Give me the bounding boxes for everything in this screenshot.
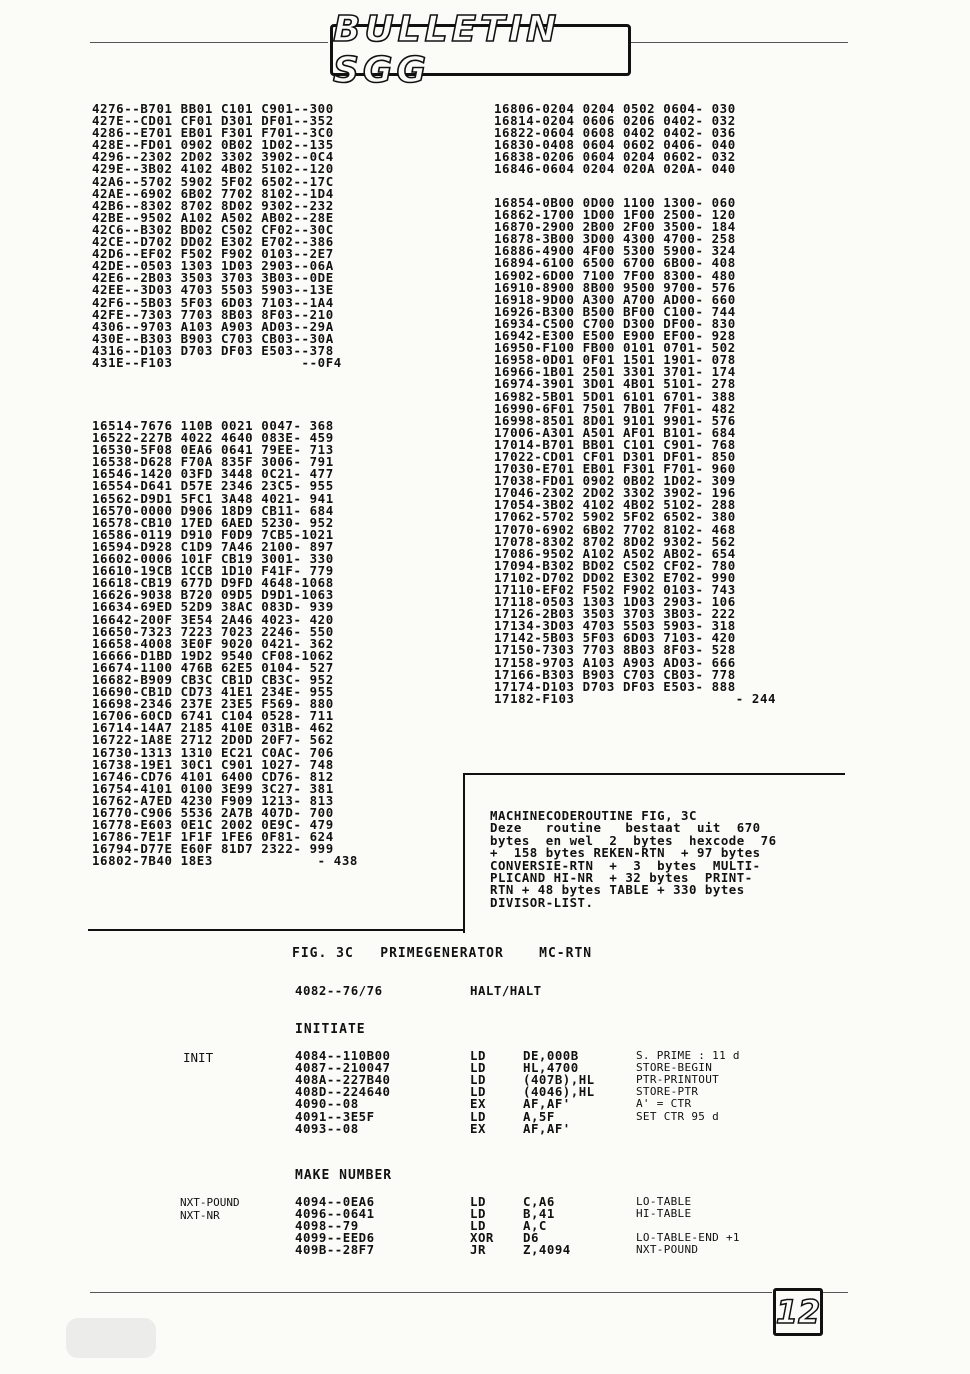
listing-opcode: LD (470, 1084, 486, 1100)
hex-line: 16854-0B00 0D00 1100 1300- 060 (494, 195, 736, 210)
listing-comment: SET CTR 95 d (636, 1109, 720, 1123)
hex-dump-right-bottom (494, 197, 776, 705)
hex-line: 17070-6902 6B02 7702 8102- 468 (494, 521, 736, 537)
hex-line: 17006-A301 A501 AF01 B101- 684 (494, 424, 736, 440)
hex-line: 16942-E300 E500 E900 EF00- 928 (494, 328, 736, 344)
hex-line: 16690-CB1D CD73 41E1 234E- 955 (92, 684, 334, 700)
hex-line: 17078-8302 8702 8D02 9302- 562 (494, 533, 736, 549)
hex-line: 17166-B303 B903 C703 CB03- 778 (494, 666, 736, 682)
header-rule-right (628, 42, 848, 43)
listing-operand: AF,AF' (523, 1096, 571, 1112)
hex-line: 428E--FD01 0902 0B02 1D02--135 (92, 137, 334, 153)
hex-line: 16830-0408 0604 0602 0406- 040 (494, 137, 736, 153)
hex-line: 42CE--D702 DD02 E302 E702--386 (92, 234, 334, 250)
listing-operand: Z,4094 (523, 1242, 571, 1258)
hex-line: 16706-60CD 6741 C104 0528- 711 (92, 708, 334, 724)
hex-line: 16982-5B01 5D01 6101 6701- 388 (494, 388, 736, 404)
hex-line: 16974-3901 3D01 4B01 5101- 278 (494, 376, 736, 392)
figure-title: FIG. 3C PRIMEGENERATOR MC-RTN (292, 946, 593, 961)
hex-line: 17126-2B03 3503 3703 3B03- 222 (494, 606, 736, 622)
listing-address: 4090--08 (295, 1096, 359, 1112)
listing-opcode: XOR (470, 1230, 494, 1246)
description-line: PLICAND HI-NR + 32 bytes PRINT- (490, 870, 753, 886)
hex-line: 17022-CD01 CF01 D301 DF01- 850 (494, 448, 736, 464)
scan-blot (66, 1318, 156, 1358)
hex-line: 17134-3D03 4703 5503 5903- 318 (494, 618, 736, 634)
listing-address: 408D--224640 (295, 1084, 391, 1100)
listing-opcode: EX (470, 1120, 486, 1136)
hex-line: 430E--B303 B903 C703 CB03--30A (92, 330, 334, 346)
label-init: INIT (183, 1050, 214, 1065)
hex-line: 16998-8501 8D01 9101 9901- 576 (494, 412, 736, 428)
hex-line: 16594-D928 C1D9 7A46 2100- 897 (92, 538, 334, 554)
listing-comment: LO-TABLE (636, 1195, 692, 1208)
hex-line: 16554-D641 D57E 2346 23C5- 955 (92, 478, 334, 494)
hex-line: 17054-3B02 4102 4B02 5102- 288 (494, 497, 736, 513)
listing-address: 409B--28F7 (295, 1242, 375, 1258)
listing-opcode: EX (470, 1096, 486, 1112)
footer-rule (90, 1292, 772, 1293)
hex-line: 17142-5B03 5F03 6D03 7103- 420 (494, 630, 736, 646)
hex-line: 16838-0206 0604 0204 0602- 032 (494, 149, 736, 165)
listing-opcode: LD (470, 1194, 486, 1209)
hex-line: 17158-9703 A103 A903 AD03- 666 (494, 654, 736, 670)
listing-opcode: LD (470, 1108, 486, 1124)
hex-line: 42A6--5702 5902 5F02 6502--17C (92, 173, 334, 189)
hex-line: 16650-7323 7223 7023 2246- 550 (92, 623, 334, 639)
listing-address: 4098--79 (295, 1218, 359, 1234)
halt-mnemonic: HALT/HALT (470, 983, 542, 998)
footer-rule-right (820, 1292, 848, 1293)
hex-line: 42FE--7303 7703 8B03 8F03--210 (92, 306, 334, 322)
hex-line: 42DE--0503 1303 1D03 2903--06A (92, 258, 334, 274)
description-line: Deze routine bestaat uit 670 (490, 820, 761, 836)
hex-line: 17086-9502 A102 A502 AB02- 654 (494, 545, 736, 561)
listing-address: 4087--210047 (295, 1060, 391, 1076)
hex-line: 17094-B302 BD02 C502 CF02- 780 (494, 557, 736, 573)
listing-comment: LO-TABLE-END +1 (636, 1231, 740, 1245)
listing-opcode: LD (470, 1218, 486, 1234)
hex-line: 4286--E701 EB01 F301 F701--3C0 (92, 125, 334, 141)
listing-operand: (407B),HL (523, 1072, 595, 1088)
hex-line: 16966-1B01 2501 3301 3701- 174 (494, 364, 736, 380)
hex-dump-left-bottom (92, 420, 358, 867)
hex-line: 16786-7E1F 1F1F 1FE6 0F81- 624 (92, 829, 334, 845)
hex-line: 16870-2900 2B00 2F00 3500- 184 (494, 219, 736, 235)
hex-line: 42EE--3D03 4703 5503 5903--13E (92, 282, 334, 298)
hex-line: 16902-6D00 7100 7F00 8300- 480 (494, 267, 736, 283)
hex-line: 42D6--EF02 F502 F902 0103--2E7 (92, 246, 334, 262)
hex-line: 16714-14A7 2185 410E 031B- 462 (92, 720, 334, 736)
listing-address: 4094--0EA6 (295, 1194, 375, 1209)
listing-address: 4099--EED6 (295, 1230, 375, 1246)
listing-opcode: LD (470, 1072, 486, 1088)
hex-line: 16658-4008 3E0F 9020 0421- 362 (92, 635, 334, 651)
hex-line: 4276--B701 BB01 C101 C901--300 (92, 101, 334, 116)
label-nxt-nr: NXT-NR (180, 1209, 220, 1222)
hex-line: 16634-69ED 52D9 38AC 083D- 939 (92, 599, 334, 615)
listing-comment: NXT-POUND (636, 1243, 699, 1257)
hex-line: 16538-D628 F70A 835F 3006- 791 (92, 454, 334, 470)
hex-line: 17110-EF02 F502 F902 0103- 743 (494, 582, 736, 597)
hex-line: 16806-0204 0204 0502 0604- 030 (494, 101, 736, 116)
page-number: 12 (773, 1288, 823, 1336)
hex-line: 16762-A7ED 4230 F909 1213- 813 (92, 792, 334, 808)
hex-line: 16546-1420 03FD 3448 0C21- 477 (92, 466, 334, 482)
listing-address: 4084--110B00 (295, 1048, 391, 1063)
hex-line: 42F6--5B03 5F03 6D03 7103--1A4 (92, 294, 334, 310)
description-text (490, 810, 850, 909)
hex-line: 4296--2302 2D02 3302 3902--0C4 (92, 149, 334, 165)
listing-address: 408A--227B40 (295, 1072, 391, 1088)
hex-line: 16878-3B00 3D00 4300 4700- 258 (494, 231, 736, 247)
hex-line: 42E6--2B03 3503 3703 3B03--0DE (92, 270, 334, 286)
hex-line: 16514-7676 110B 0021 0047- 368 (92, 418, 334, 433)
hex-line: 16778-E603 0E1C 2002 0E9C- 479 (92, 817, 334, 833)
description-box-bottom-rule (88, 929, 465, 931)
hex-line: 16666-D1BD 19D2 9540 CF08-1062 (92, 647, 334, 663)
hex-line: 429E--3B02 4102 4B02 5102--120 (92, 161, 334, 177)
listing-comment: PTR-PRINTOUT (636, 1073, 720, 1087)
hex-line: 16578-CB10 17ED 6AED 5230- 952 (92, 514, 334, 530)
listing-opcode: LD (470, 1060, 486, 1076)
description-line: RTN + 48 bytes TABLE + 330 bytes (490, 882, 745, 898)
listing-address: 4091--3E5F (295, 1108, 375, 1124)
hex-line: 42B6--8302 8702 8D02 9302--232 (92, 197, 334, 213)
listing-opcode: LD (470, 1206, 486, 1222)
listing-opcode: JR (470, 1242, 486, 1258)
hex-line: 16722-1A8E 2712 2D0D 20F7- 562 (92, 732, 334, 748)
description-line: CONVERSIE-RTN + 3 bytes MULTI- (490, 857, 761, 873)
hex-line: 16950-F100 FB00 0101 0701- 502 (494, 340, 736, 356)
hex-line: 16674-1100 476B 62E5 0104- 527 (92, 659, 334, 675)
hex-line: 17030-E701 EB01 F301 F701- 960 (494, 461, 736, 477)
listing-operand: A,C (523, 1218, 547, 1234)
hex-line: 16770-C906 5536 2A7B 407D- 700 (92, 805, 334, 820)
hex-line: 16862-1700 1D00 1F00 2500- 120 (494, 207, 736, 223)
hex-dump-left-top (92, 103, 342, 369)
masthead-title: BULLETIN SGG (330, 24, 631, 76)
hex-line: 16822-0604 0608 0402 0402- 036 (494, 125, 736, 141)
description-line: bytes en wel 2 bytes hexcode 76 (490, 832, 777, 848)
listing-operand: A,5F (523, 1108, 555, 1124)
hex-line: 17062-5702 5902 5F02 6502- 380 (494, 509, 736, 525)
halt-address: 4082--76/76 (295, 983, 383, 998)
description-line: + 158 bytes REKEN-RTN + 97 bytes (490, 845, 761, 861)
hex-line: 16958-0D01 0F01 1501 1901- 078 (494, 352, 736, 368)
hex-line: 17182-F103 - 244 (494, 690, 777, 706)
hex-line: 17150-7303 7703 8B03 8F03- 528 (494, 642, 736, 658)
listing-comment: A' = CTR (636, 1097, 692, 1111)
listing-operand: (4046),HL (523, 1084, 595, 1100)
hex-line: 431E--F103 --0F4 (92, 354, 342, 370)
listing-address: 4093--08 (295, 1120, 359, 1136)
hex-line: 42C6--B302 BD02 C502 CF02--30C (92, 221, 334, 237)
hex-line: 427E--CD01 CF01 D301 DF01--352 (92, 113, 334, 129)
hex-line: 4316--D103 D703 DF03 E503--378 (92, 342, 334, 358)
label-nxt-pound: NXT-POUND (180, 1196, 240, 1209)
listing-operand: AF,AF' (523, 1120, 571, 1136)
hex-line: 16814-0204 0606 0206 0402- 032 (494, 113, 736, 129)
listing-address: 4096--0641 (295, 1206, 375, 1222)
listing-comment: S. PRIME : 11 d (636, 1049, 740, 1062)
hex-dump-right-top (494, 103, 736, 176)
hex-line: 16910-8900 8B00 9500 9700- 576 (494, 279, 736, 295)
hex-line: 16918-9D00 A300 A700 AD00- 660 (494, 291, 736, 307)
hex-line: 17118-0503 1303 1D03 2903- 106 (494, 594, 736, 610)
hex-line: 4306--9703 A103 A903 AD03--29A (92, 318, 334, 334)
hex-line: 16990-6F01 7501 7B01 7F01- 482 (494, 400, 736, 416)
hex-line: 16738-19E1 30C1 C901 1027- 748 (92, 756, 334, 772)
hex-line: 16894-6100 6500 6700 6B00- 408 (494, 255, 736, 271)
listing-opcode: LD (470, 1048, 486, 1063)
hex-line: 42BE--9502 A102 A502 AB02--28E (92, 209, 334, 225)
hex-line: 16886-4900 4F00 5300 5900- 324 (494, 243, 736, 259)
hex-line: 16602-0006 101F CB19 3001- 330 (92, 551, 334, 567)
hex-line: 16682-B909 CB3C CB1D CB3C- 952 (92, 671, 334, 687)
hex-line: 16642-200F 3E54 2A46 4023- 420 (92, 611, 334, 627)
hex-line: 16530-5F08 0EA6 0641 79EE- 713 (92, 442, 334, 458)
section-make-number: MAKE NUMBER (295, 1168, 393, 1183)
listing-operand: C,A6 (523, 1194, 555, 1209)
hex-line: 16802-7B40 18E3 - 438 (92, 853, 358, 869)
hex-line: 17014-B701 BB01 C101 C901- 768 (494, 436, 736, 452)
hex-line: 17174-D103 D703 DF03 E503- 888 (494, 678, 736, 694)
hex-line: 16570-0000 D906 18D9 CB11- 684 (92, 502, 334, 518)
hex-line: 16562-D9D1 5FC1 3A48 4021- 941 (92, 490, 334, 506)
listing-operand: B,41 (523, 1206, 555, 1222)
hex-line: 16618-CB19 677D D9FD 4648-1068 (92, 575, 334, 591)
listing-operand: D6 (523, 1230, 539, 1246)
hex-line: 16926-B300 B500 BF00 C100- 744 (494, 303, 736, 319)
hex-line: 17102-D702 DD02 E302 E702- 990 (494, 569, 736, 585)
hex-line: 16626-9038 B720 09D5 D9D1-1063 (92, 587, 334, 603)
listing-comment: STORE-BEGIN (636, 1061, 713, 1075)
hex-line: 16934-C500 C700 D300 DF00- 830 (494, 315, 736, 331)
hex-line: 16730-1313 1310 EC21 C0AC- 706 (92, 744, 334, 760)
section-initiate: INITIATE (295, 1022, 366, 1037)
hex-line: 16794-D77E E60F 81D7 2322- 999 (92, 841, 334, 857)
hex-line: 16610-19CB 1CCB 1D10 F41F- 779 (92, 563, 334, 579)
hex-line: 16754-4101 0100 3E99 3C27- 381 (92, 780, 334, 796)
hex-line: 16586-0119 D910 F0D9 7CB5-1021 (92, 526, 334, 542)
listing-operand: HL,4700 (523, 1060, 579, 1076)
hex-line: 42AE--6902 6B02 7702 8102--1D4 (92, 185, 334, 201)
header-rule-left (90, 42, 328, 43)
hex-line: 17038-FD01 0902 0B02 1D02- 309 (494, 473, 736, 489)
listing-comment: HI-TABLE (636, 1207, 692, 1221)
hex-line: 17046-2302 2D02 3302 3902- 196 (494, 485, 736, 501)
hex-line: 16746-CD76 4101 6400 CD76- 812 (92, 768, 334, 784)
hex-line: 16522-227B 4022 4640 083E- 459 (92, 430, 334, 446)
hex-line: 16846-0604 0204 020A 020A- 040 (494, 161, 736, 177)
listing-operand: DE,000B (523, 1048, 579, 1063)
listing-comment: STORE-PTR (636, 1085, 699, 1099)
description-line: MACHINECODEROUTINE FIG, 3C (490, 808, 697, 823)
description-line: DIVISOR-LIST. (490, 894, 594, 910)
hex-line: 16698-2346 237E 23E5 F569- 880 (92, 696, 334, 712)
